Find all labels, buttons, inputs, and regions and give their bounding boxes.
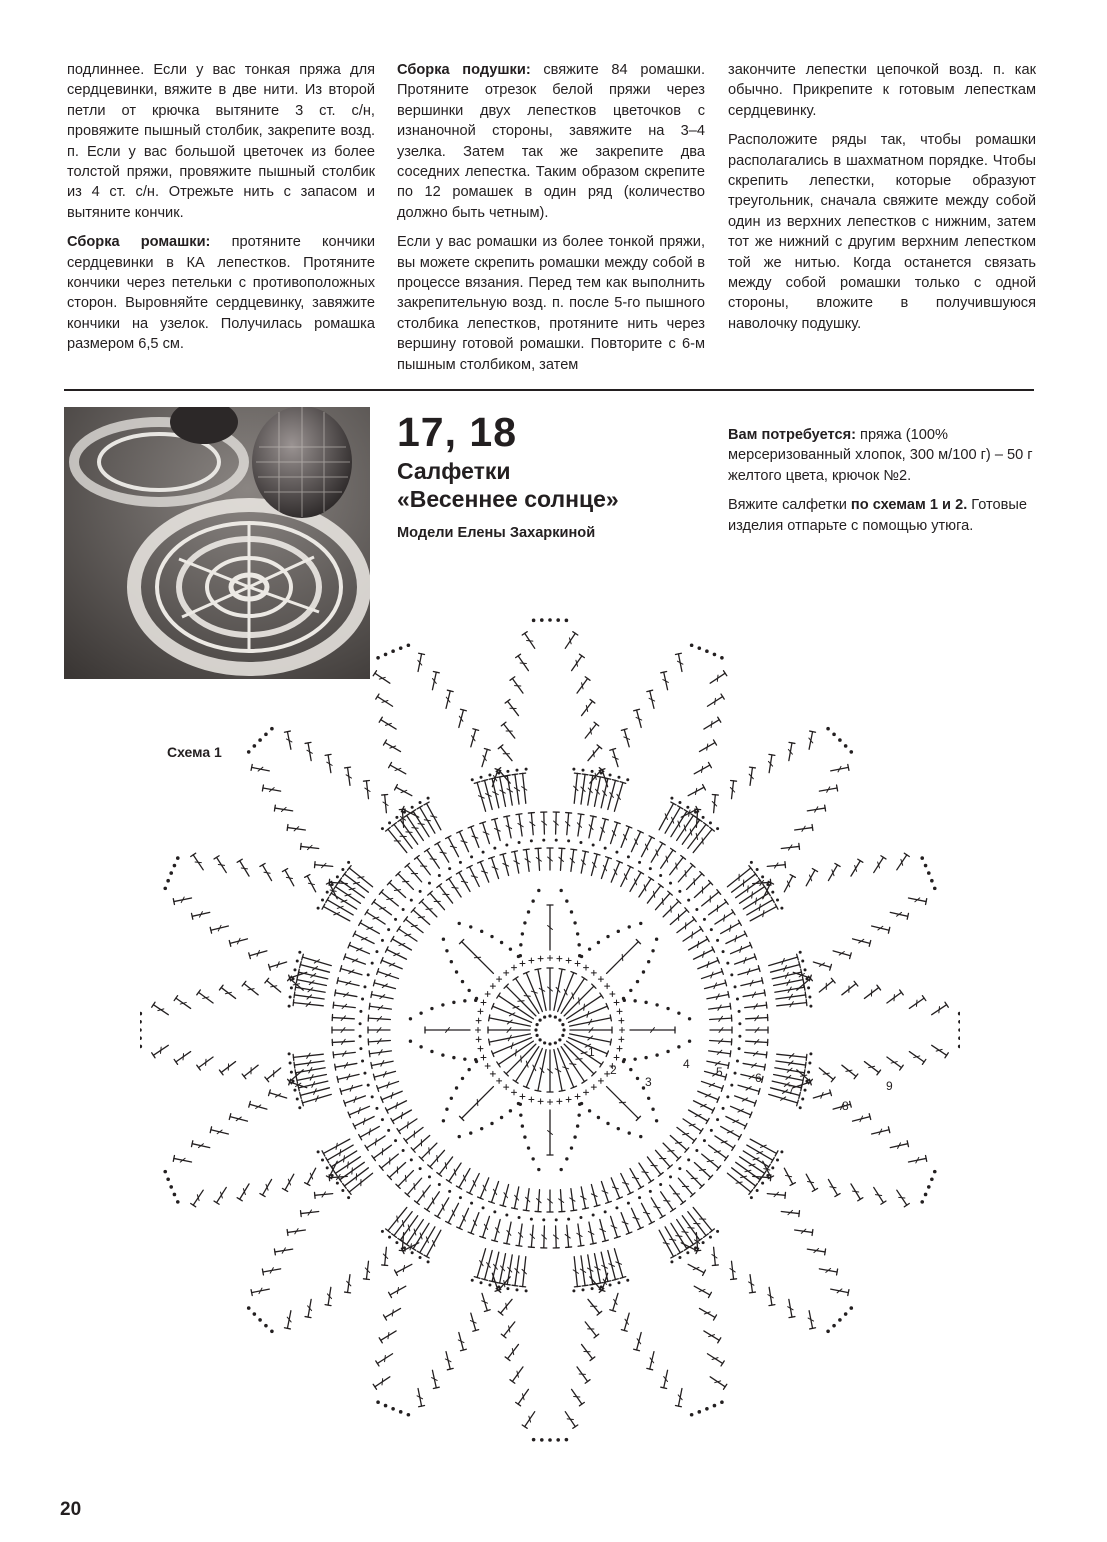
- row-number: 4: [683, 1057, 690, 1071]
- page-number: 20: [60, 1499, 82, 1520]
- paragraph-heading: Сборка ромашки:: [67, 234, 211, 251]
- row-number: 3: [645, 1075, 652, 1089]
- row-number: 8: [842, 1099, 849, 1113]
- schema-label: Схема 1: [167, 744, 222, 760]
- row-number: 2: [610, 1063, 617, 1077]
- row-number: 1: [588, 1045, 595, 1059]
- row-number: 9: [886, 1079, 893, 1093]
- text-column-1: [67, 60, 375, 364]
- text-column-2: [397, 60, 705, 384]
- paragraph: закончите лепестки цепочкой возд. п. как обычно. Прикрепите к готовым лепесткам сердцевинку.: [728, 62, 1036, 119]
- row-number: 6: [755, 1071, 762, 1085]
- paragraph: Если у вас ромашки из более тонкой пряжи, вы можете скрепить ромашки между собой в процессе вязания. Перед тем как выполнить закрепительную возд. п. после 5-го пышного столбика лепестков, протяните нить через вершину готовой ромашки. Повторите с 6-м пышным столбиком, затем: [397, 234, 705, 373]
- materials-paragraph: Вам потребуется: пряжа (100% мерсеризованный хлопок, 300 м/100 г) – 50 г желтого цвета, крючок №2.: [728, 427, 1033, 484]
- section-divider: [64, 389, 1034, 391]
- materials-block: [728, 425, 1036, 545]
- paragraph: подлиннее. Если у вас тонкая пряжа для сердцевинки, вяжите в две нити. Из второй петли от крючка вытяните 3 ст. с/н, провяжите пышный столбик, закрепите возд. п. Если у вас большой цветочек из более толстой пряжи, провяжите пышный столбик из 4 ст. с/н. Отрежьте нить с запасом и вытяните кончик.: [67, 62, 375, 221]
- instructions-paragraph: Вяжите салфетки по схемам 1 и 2. Готовые изделия отпарьте с помощью утюга.: [728, 497, 1028, 534]
- article-title: Салфетки «Весеннее солнце»: [397, 458, 619, 512]
- paragraph-heading: Сборка подушки:: [397, 62, 531, 78]
- paragraph: Сборка ромашки: протяните кончики сердцевинки в КА лепестков. Протяните кончики через петельки с противоположных сторон. Выровняйте сердцевинку, завяжите кончики на узелок. Получилась ромашка размером 6,5 см.: [67, 234, 375, 353]
- article-author: Модели Елены Захаркиной: [397, 525, 596, 541]
- article-number: 17, 18: [397, 409, 517, 455]
- crochet-chart: [140, 600, 960, 1480]
- row-number: 5: [716, 1065, 723, 1079]
- paragraph: Расположите ряды так, чтобы ромашки располагались в шахматном порядке. Чтобы скрепить лепестки, которые образуют треугольник, сначала свяжите между собой один из верхних лепестков с нижним, затем тот же нижний с другим верхним лепестком той же нитью. Когда останется связать между собой ромашки только с одной стороны, вложите в получившуюся наволочку подушку.: [728, 132, 1036, 332]
- text-column-3: [728, 60, 1036, 343]
- paragraph: Сборка подушки: свяжите 84 ромашки. Протяните отрезок белой пряжи через вершинки двух лепестков цветочков с изнаночной стороны, завяжите на 3–4 узелка. Затем так же закрепите два соседних лепестка. Таким образом скрепите по 12 ромашек в один ряд (количество должно быть четным).: [397, 62, 706, 221]
- row-number: 7: [788, 1083, 795, 1097]
